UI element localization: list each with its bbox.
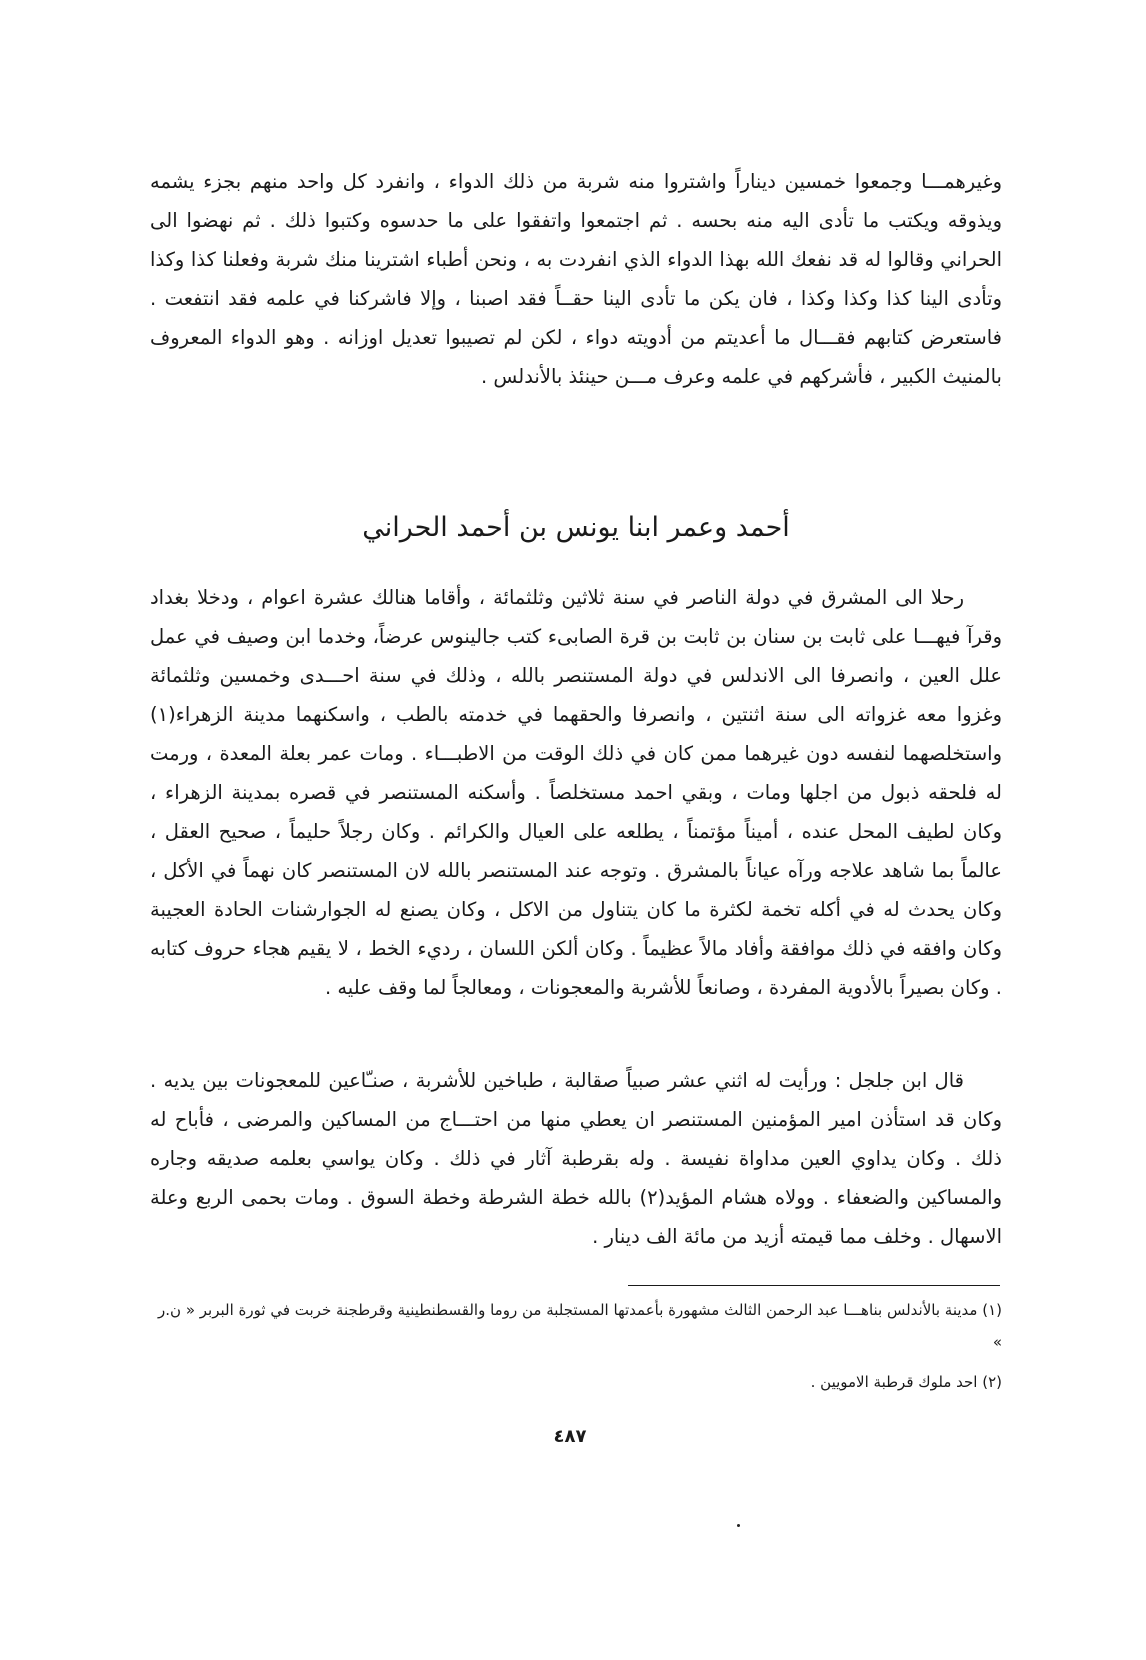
page-number: ٤٨٧ [553, 1426, 587, 1447]
paragraph-text: وغيرهمـــا وجمعوا خمسين ديناراً واشتروا منه شربة من ذلك الدواء ، وانفرد كل واحد منهم بجزء يشمه ويذوقه ويكتب ما تأدى اليه منه بحسه . ثم اجتمعوا واتفقوا على ما حدسوه وكتبوا ذلك . ثم نهضوا الى الحراني وقالوا له قد نفعك الله بهذا الدواء الذي انفردت به ، ونحن أطباء اشترينا منك شربة وفعلنا كذا وكذا وتأدى الينا كذا وكذا وكذا ، فان يكن ما تأدى الينا حقــاً فقد اصبنا ، وإلا فاشركنا في علمه فقد انتفعت . فاستعرض كتابهم فقـــال ما أعديتم من أدويته دواء ، لكن لم تصيبوا تعديل اوزانه . وهو الدواء المعروف بالمنيث الكبير ، فأشركهم في علمه وعرف مـــن حينئذ بالأندلس . [150, 170, 1002, 388]
scan-speck [737, 1524, 740, 1527]
paragraph-biography [150, 578, 1002, 1007]
footnote-divider [628, 1285, 1000, 1286]
footnote-1: (١) مدينة بالأندلس بناهـــا عبد الرحمن الثالث مشهورة بأعمدتها المستجلبة من روما والقسطنطينية وقرطجنة خربت في ثورة البربر « ن.ر » [158, 1301, 1002, 1351]
paragraph-ibn-juljul [150, 1061, 1002, 1256]
paragraph-text: رحلا الى المشرق في دولة الناصر في سنة ثلاثين وثلثمائة ، وأقاما هنالك عشرة اعوام ، ودخلا بغداد وقرآ فيهـــا على ثابت بن سنان بن ثابت بن قرة الصابىء كتب جالينوس عرضاً، وخدما ابن وصيف في عمل علل العين ، وانصرفا الى الاندلس في دولة المستنصر بالله ، وذلك في سنة احـــدى وخمسين وثلثمائة وغزوا معه غزواته الى سنة اثنتين ، وانصرفا والحقهما في خدمته بالطب ، واسكنهما مدينة الزهراء(١) واستخلصهما لنفسه دون غيرهما ممن كان في ذلك الوقت من الاطبـــاء . ومات عمر بعلة المعدة ، ورمت له فلحقه ذبول من اجلها ومات ، وبقي احمد مستخلصاً . وأسكنه المستنصر في قصره بمدينة الزهراء ، وكان لطيف المحل عنده ، أميناً مؤتمناً ، يطلعه على العيال والكرائم . وكان رجلاً حليماً ، صحيح العقل ، عالماً بما شاهد علاجه ورآه عياناً بالمشرق . وتوجه عند المستنصر بالله لان المستنصر كان نهماً في الأكل ، وكان يحدث له في أكله تخمة لكثرة ما كان يتناول من الاكل ، وكان يصنع له الجوارشنات الحادة العجيبة وكان وافقه في ذلك موافقة وأفاد مالاً عظيماً . وكان ألكن اللسان ، رديء الخط ، لا يقيم هجاء حروف كتابه . وكان بصيراً بالأدوية المفردة ، وصانعاً للأشربة والمعجونات ، ومعالجاً لما وقف عليه . [150, 586, 1002, 999]
footnotes [150, 1294, 1002, 1406]
paragraph-continued [150, 162, 1002, 396]
section-heading: أحمد وعمر ابنا يونس بن أحمد الحراني [362, 512, 790, 543]
footnote-2: (٢) احد ملوك قرطبة الامويين . [810, 1373, 1002, 1391]
paragraph-text: قال ابن جلجل : ورأيت له اثني عشر صبياً صقالبة ، طباخين للأشربة ، صنـّاعين للمعجونات بين يديه . وكان قد استأذن امير المؤمنين المستنصر ان يعطي منها من احتـــاج من المساكين والمرضى ، فأباح له ذلك . وكان يداوي العين مداواة نفيسة . وله بقرطبة آثار في ذلك . وكان يواسي بعلمه صديقه وجاره والمساكين والضعفاء . وولاه هشام المؤيد(٢) بالله خطة الشرطة وخطة السوق . ومات بحمى الربع وعلة الاسهال . وخلف مما قيمته أزيد من مائة الف دينار . [150, 1069, 1002, 1248]
